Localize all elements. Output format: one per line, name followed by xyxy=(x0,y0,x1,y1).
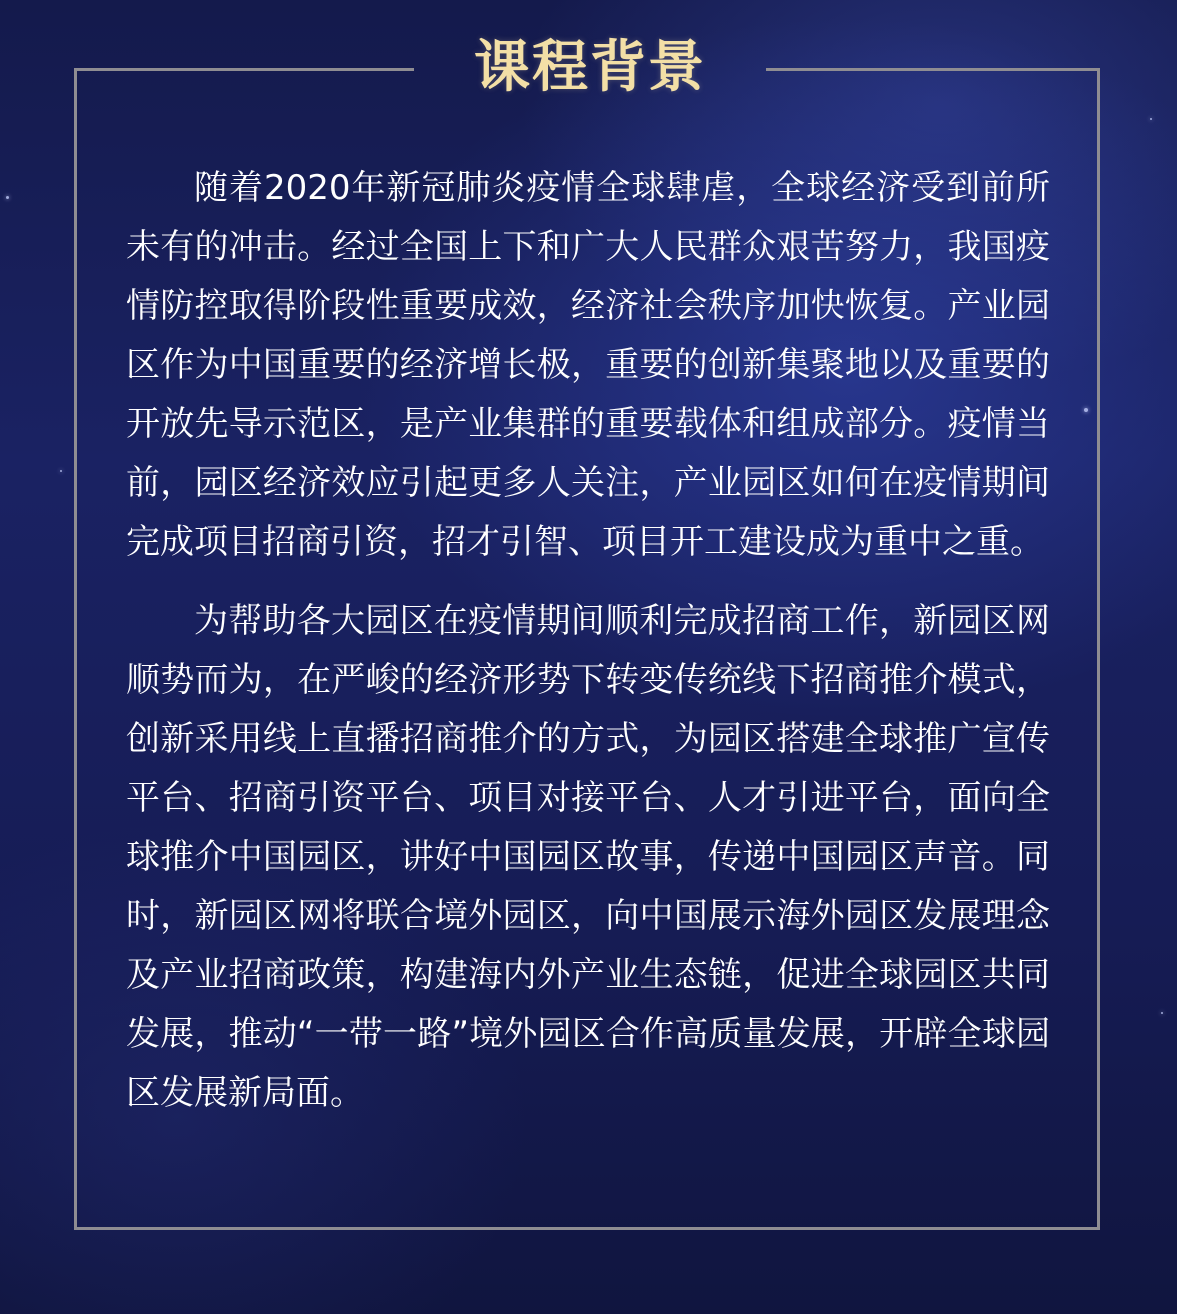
section-title: 课程背景 xyxy=(474,35,706,100)
background-star xyxy=(60,470,62,472)
frame-top-left-line xyxy=(74,68,414,71)
frame-top-right-line xyxy=(766,68,1100,71)
body-text xyxy=(126,159,1050,1123)
paragraph-1: 随着2020年新冠肺炎疫情全球肆虐，全球经济受到前所未有的冲击。经过全国上下和广大人民群众艰苦努力，我国疫情防控取得阶段性重要成效，经济社会秩序加快恢复。产业园区作为中国重要的经济增长极，重要的创新集聚地以及重要的开放先导示范区，是产业集群的重要载体和组成部分。疫情当前，园区经济效应引起更多人关注，产业园区如何在疫情期间完成项目招商引资，招才引智、项目开工建设成为重中之重。 xyxy=(126,168,1050,562)
paragraph-2: 为帮助各大园区在疫情期间顺利完成招商工作，新园区网顺势而为，在严峻的经济形势下转变传统线下招商推介模式，创新采用线上直播招商推介的方式，为园区搭建全球推广宣传平台、招商引资平台、项目对接平台、人才引进平台，面向全球推介中国园区，讲好中国园区故事，传递中国园区声音。同时，新园区网将联合境外园区，向中国展示海外园区发展理念及产业招商政策，构建海内外产业生态链，促进全球园区共同发展，推动“一带一路”境外园区合作高质量发展，开辟全球园区发展新局面。 xyxy=(126,601,1050,1113)
background-star xyxy=(1150,118,1152,120)
background-star xyxy=(1161,1012,1163,1014)
background-star xyxy=(6,196,9,199)
